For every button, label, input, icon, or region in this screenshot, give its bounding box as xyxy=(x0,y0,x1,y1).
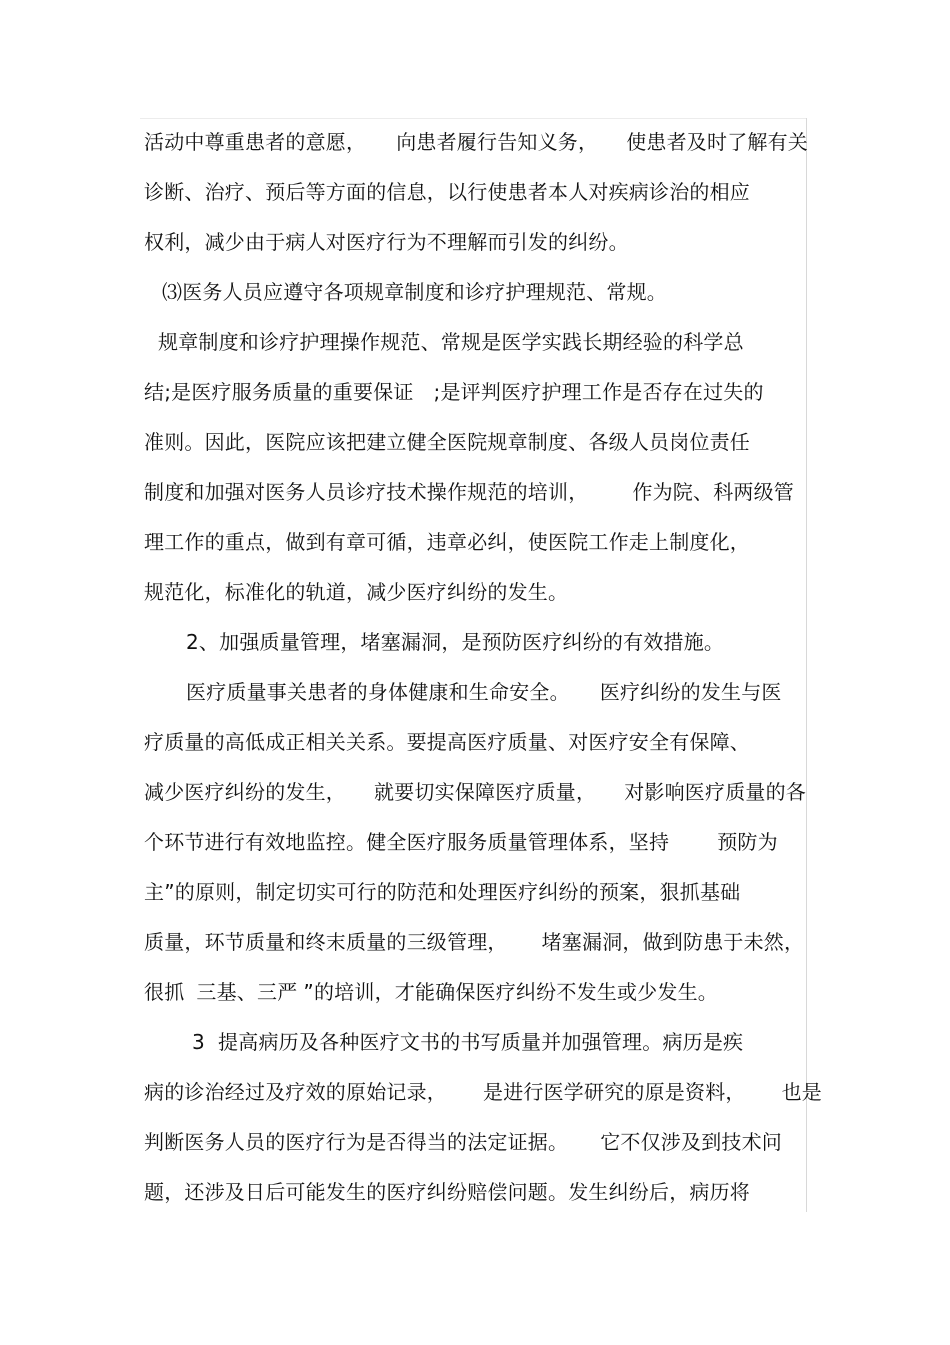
text-line xyxy=(144,228,629,256)
text-line xyxy=(144,128,808,156)
text-line xyxy=(144,1078,822,1106)
page-right-border xyxy=(806,118,807,1212)
text-segment: 就要切实保障医疗质量， xyxy=(374,780,597,804)
text-line xyxy=(144,978,718,1006)
text-line xyxy=(144,1178,750,1206)
text-line xyxy=(144,878,740,906)
text-segment: ⑶医务人员应遵守各项规章制度和诊疗护理规范、常规。 xyxy=(162,280,667,304)
text-segment: 很抓 xyxy=(144,980,185,1004)
text-segment: 医疗纠纷的发生与医 xyxy=(599,680,782,704)
text-line xyxy=(144,578,568,606)
text-segment: 也是 xyxy=(781,1080,823,1104)
text-segment: 制度和加强对医务人员诊疗技术操作规范的培训， xyxy=(144,480,589,504)
text-segment: 2、加强质量管理，堵塞漏洞，是预防医疗纠纷的有效措施。 xyxy=(186,630,725,654)
text-segment: 使患者及时了解有关 xyxy=(626,130,809,154)
text-segment: 减少医疗纠纷的发生， xyxy=(144,780,346,804)
text-segment: 疗质量的高低成正相关关系。要提高医疗质量、对医疗安全有保障、 xyxy=(144,730,750,754)
text-line xyxy=(144,528,750,556)
text-line xyxy=(144,728,750,756)
text-segment: 活动中尊重患者的意愿， xyxy=(144,130,367,154)
text-segment: ;是评判医疗护理工作是否存在过失的 xyxy=(433,380,764,404)
text-segment: 作为院、科两级管 xyxy=(632,480,795,504)
text-segment: 个环节进行有效地监控。健全医疗服务质量管理体系，坚持 xyxy=(144,830,670,854)
text-segment: 结;是医疗服务质量的重要保证 xyxy=(144,380,414,404)
text-line xyxy=(186,628,724,656)
text-line xyxy=(158,328,744,356)
text-segment: 质量，环节质量和终末质量的三级管理， xyxy=(144,930,508,954)
text-line xyxy=(144,928,804,956)
text-line xyxy=(144,478,794,506)
text-line xyxy=(144,178,750,206)
text-segment: 三基、三严 xyxy=(196,980,298,1004)
text-segment: 规范化，标准化的轨道，减少医疗纠纷的发生。 xyxy=(144,580,569,604)
text-segment: 病的诊治经过及疗效的原始记录， xyxy=(144,1080,447,1104)
text-segment: 规章制度和诊疗护理操作规范、常规是医学实践长期经验的科学总 xyxy=(158,330,744,354)
text-segment: 堵塞漏洞，做到防患于未然， xyxy=(541,930,805,954)
text-segment: 对影响医疗质量的各 xyxy=(624,780,807,804)
text-segment: 主”的原则，制定切实可行的防范和处理医疗纠纷的预案，狠抓基础 xyxy=(144,880,741,904)
text-segment: 准则。因此，医院应该把建立健全医院规章制度、各级人员岗位责任 xyxy=(144,430,750,454)
text-segment: 3 提高病历及各种医疗文书的书写质量并加强管理。病历是疾 xyxy=(192,1030,744,1054)
text-segment: 是进行医学研究的原是资料， xyxy=(483,1080,746,1104)
text-line xyxy=(162,278,667,306)
text-line xyxy=(144,1128,782,1156)
text-segment: ”的培训，才能确保医疗纠纷不发生或少发生。 xyxy=(303,980,718,1004)
text-line xyxy=(144,828,778,856)
text-segment: 它不仅涉及到技术问 xyxy=(600,1130,783,1154)
text-segment: 题，还涉及日后可能发生的医疗纠纷赔偿问题。发生纠纷后，病历将 xyxy=(144,1180,750,1204)
text-segment: 诊断、治疗、预后等方面的信息，以行使患者本人对疾病诊治的相应 xyxy=(144,180,750,204)
text-line xyxy=(144,378,764,406)
text-line xyxy=(144,428,750,456)
text-segment: 判断医务人员的医疗行为是否得当的法定证据。 xyxy=(144,1130,569,1154)
text-segment: 医疗质量事关患者的身体健康和生命安全。 xyxy=(186,680,570,704)
text-segment: 预防为 xyxy=(717,830,778,854)
text-segment: 权利，减少由于病人对医疗行为不理解而引发的纠纷。 xyxy=(144,230,629,254)
text-line xyxy=(144,778,806,806)
text-segment: 向患者履行告知义务， xyxy=(396,130,599,154)
text-line xyxy=(192,1028,743,1056)
text-line xyxy=(186,678,782,706)
text-segment: 理工作的重点，做到有章可循，违章必纠，使医院工作走上制度化， xyxy=(144,530,750,554)
page-top-border xyxy=(140,118,807,119)
